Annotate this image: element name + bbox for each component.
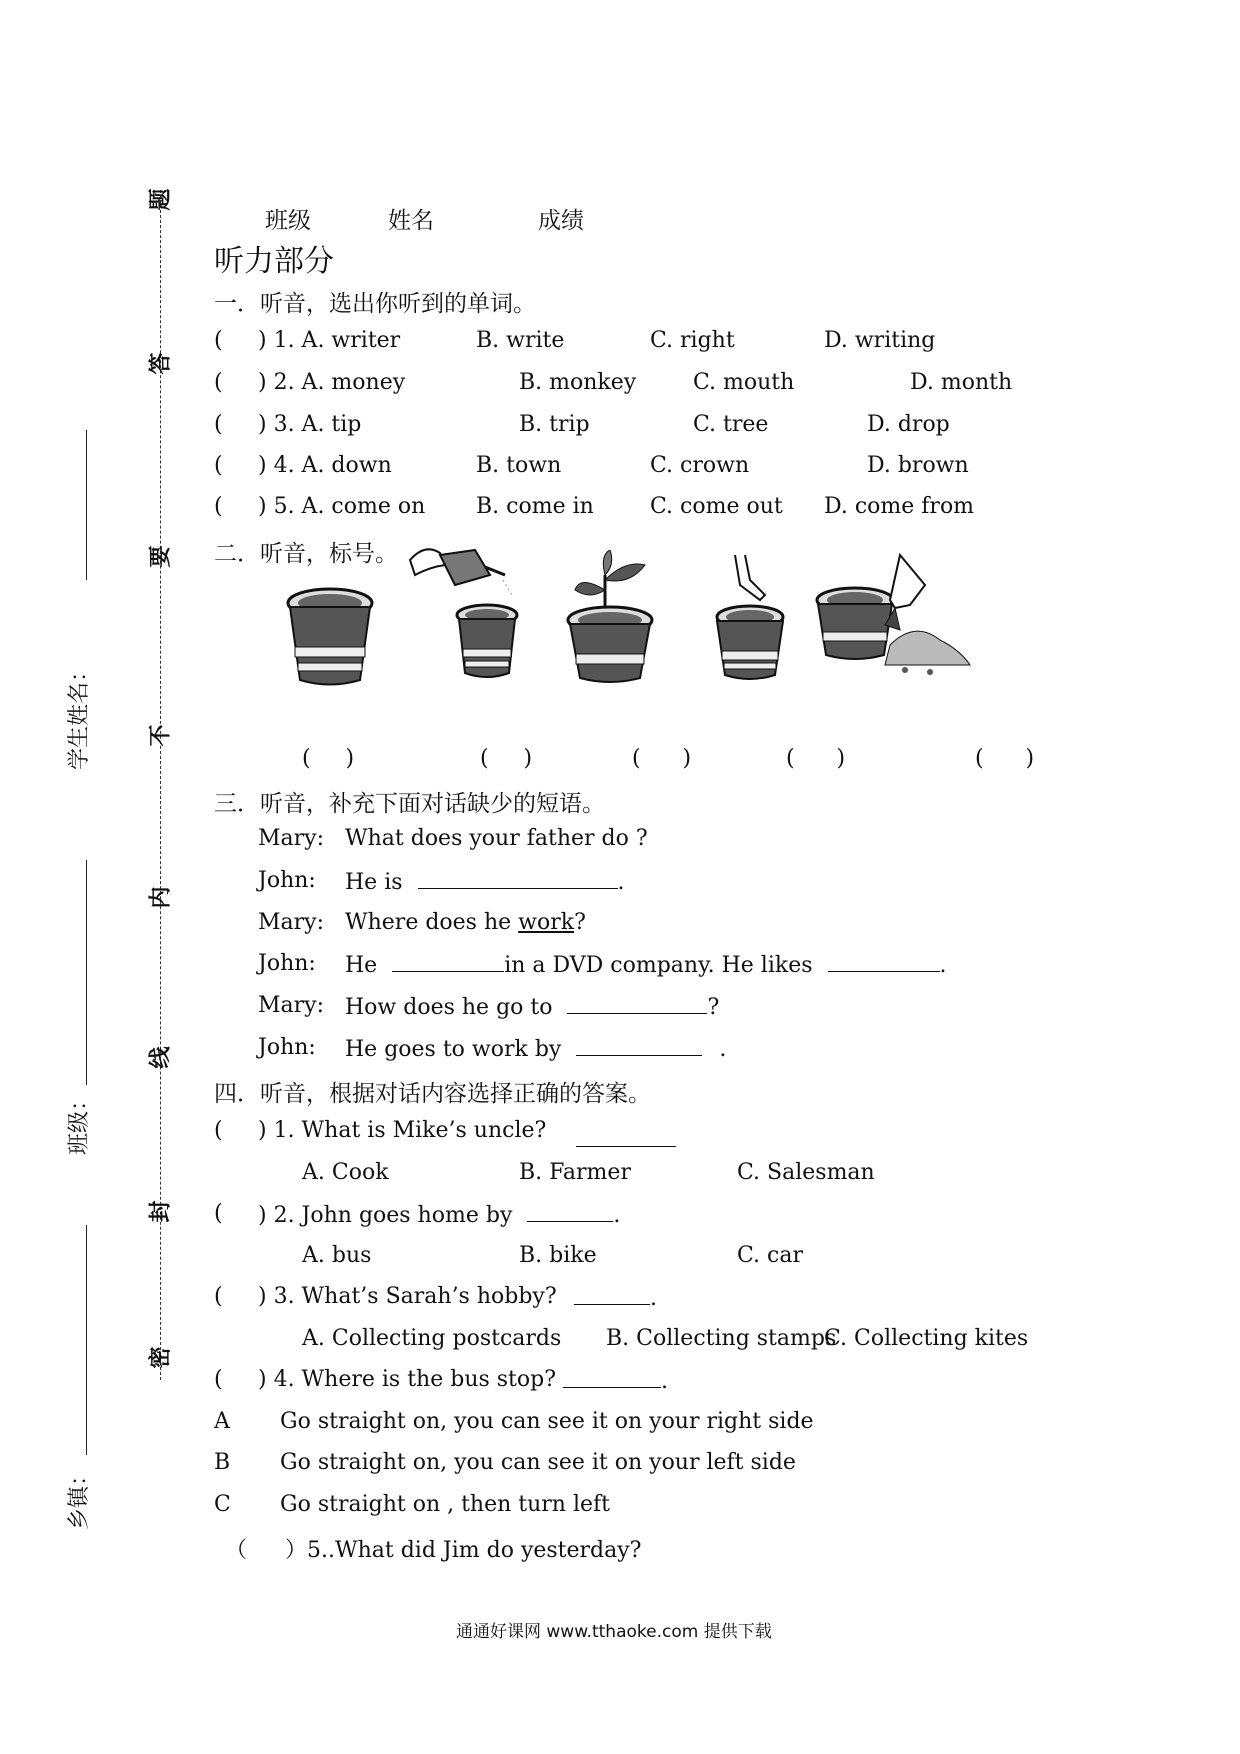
fill-blank[interactable] — [576, 1035, 702, 1056]
question-option-b: B. write — [476, 328, 565, 353]
option: B. Farmer — [519, 1160, 631, 1185]
planting-seed-illustration — [705, 555, 795, 685]
speaker: Mary: — [258, 826, 324, 851]
question-option-d: D. brown — [867, 453, 969, 478]
fill-blank[interactable] — [418, 868, 618, 889]
question-option-b: B. come in — [476, 494, 594, 519]
label-paren[interactable]: ( ) — [480, 746, 533, 771]
dialogue-text: ? — [574, 910, 586, 935]
flowerpot-with-soil-illustration — [280, 585, 380, 690]
town-label: 乡镇： — [67, 1463, 92, 1530]
option: Go straight on, you can see it on your left side — [280, 1450, 796, 1475]
seal-char: 题 — [148, 188, 174, 211]
answer-paren[interactable]: ( — [214, 1201, 223, 1226]
dialogue-line — [345, 951, 947, 978]
seal-char: 线 — [148, 1046, 174, 1069]
town-line — [86, 1225, 87, 1455]
option: A. bus — [302, 1243, 372, 1268]
dialogue-text: He — [345, 953, 378, 978]
dialogue-text: . — [939, 953, 947, 978]
seal-char: 内 — [148, 886, 174, 909]
question-option-b: B. trip — [519, 412, 590, 437]
section-title: 听力部分 — [214, 244, 334, 279]
seal-char: 封 — [148, 1200, 174, 1223]
question-text: ）5..What did Jim do yesterday? — [285, 1538, 642, 1563]
pot-with-plant-illustration — [560, 550, 670, 685]
option: B. Collecting stamps — [606, 1326, 837, 1351]
dialogue-line — [345, 910, 586, 935]
seal-char: 不 — [148, 724, 174, 747]
class-label: 班级 — [265, 208, 311, 234]
speaker: Mary: — [258, 993, 324, 1018]
student-name-line — [86, 430, 87, 580]
dialogue-line — [345, 868, 625, 895]
dialogue-text: Where does he — [345, 910, 512, 935]
dialogue-text: What does your father do ? — [345, 826, 648, 851]
dialogue-text: . — [719, 1037, 727, 1062]
question-option-c: C. come out — [650, 494, 783, 519]
question-option-c: C. right — [650, 328, 735, 353]
filling-soil-illustration — [810, 550, 980, 685]
question-option-a: ) 2. A. money — [258, 370, 406, 395]
question-option-b: B. monkey — [519, 370, 637, 395]
underlined-word: work — [518, 910, 575, 935]
dialogue-line — [345, 993, 719, 1020]
question-text: ) 4. Where is the bus stop? — [258, 1367, 557, 1392]
student-name-label: 学生姓名： — [67, 659, 92, 770]
question-option-d: D. drop — [867, 412, 950, 437]
name-label: 姓名 — [388, 208, 434, 234]
option: A. Collecting postcards — [302, 1326, 562, 1351]
answer-paren[interactable]: ( — [214, 1118, 223, 1143]
label-paren[interactable]: ( ) — [975, 746, 1035, 771]
question-option-c: C. mouth — [693, 370, 795, 395]
question-option-a: ) 5. A. come on — [258, 494, 426, 519]
punctuation: . — [613, 1203, 621, 1228]
answer-line — [574, 1284, 657, 1311]
label-paren[interactable]: ( ) — [786, 746, 846, 771]
class-line — [86, 860, 87, 1085]
answer-paren[interactable]: ( — [214, 494, 223, 519]
part2-heading: 二．听音，标号。 — [214, 541, 398, 567]
seal-char: 要 — [148, 545, 174, 568]
answer-paren[interactable]: ( — [214, 370, 223, 395]
option: C. Collecting kites — [824, 1326, 1029, 1351]
fill-blank[interactable] — [828, 951, 940, 972]
option: Go straight on , then turn left — [280, 1492, 611, 1517]
dialogue-line — [345, 1035, 726, 1062]
answer-blank[interactable] — [574, 1284, 650, 1305]
option: Go straight on, you can see it on your right side — [280, 1409, 814, 1434]
answer-blank[interactable] — [576, 1126, 676, 1151]
footer-text: 通通好课网 www.tthaoke.com 提供下载 — [456, 1622, 772, 1642]
option: C. car — [737, 1243, 803, 1268]
answer-blank[interactable] — [527, 1201, 613, 1222]
option-letter: A — [214, 1409, 230, 1434]
label-paren[interactable]: ( ) — [632, 746, 692, 771]
speaker: John: — [258, 1035, 316, 1060]
answer-blank[interactable] — [563, 1367, 661, 1388]
option: C. Salesman — [737, 1160, 875, 1185]
dialogue-text: in a DVD company. He likes — [504, 953, 813, 978]
watering-pot-illustration — [405, 545, 535, 685]
fill-blank[interactable] — [392, 951, 504, 972]
question-option-a: ) 4. A. down — [258, 453, 392, 478]
question-option-a: ) 3. A. tip — [258, 412, 362, 437]
answer-paren[interactable]: （ — [225, 1538, 248, 1563]
dialogue-text: How does he go to — [345, 995, 553, 1020]
question-option-c: C. crown — [650, 453, 750, 478]
question-line — [258, 1201, 620, 1228]
question-option-d: D. come from — [824, 494, 975, 519]
option-letter: C — [214, 1492, 231, 1517]
dialogue-text: ? — [707, 995, 720, 1020]
fill-blank[interactable] — [567, 993, 707, 1014]
question-option-d: D. writing — [824, 328, 936, 353]
punctuation: . — [650, 1286, 657, 1311]
answer-paren[interactable]: ( — [214, 453, 223, 478]
part4-heading: 四．听音，根据对话内容选择正确的答案。 — [214, 1081, 651, 1107]
part1-heading: 一．听音，选出你听到的单词。 — [214, 291, 536, 317]
dialogue-text: He is — [345, 870, 403, 895]
question-option-a: ) 1. A. writer — [258, 328, 401, 353]
question-text: ) 3. What’s Sarah’s hobby? — [258, 1284, 557, 1309]
answer-paren[interactable]: ( — [214, 412, 223, 437]
speaker: John: — [258, 868, 316, 893]
seal-char: 密 — [148, 1346, 174, 1369]
speaker: Mary: — [258, 910, 324, 935]
answer-line — [563, 1367, 668, 1394]
dialogue-text: . — [617, 870, 625, 895]
question-option-c: C. tree — [693, 412, 769, 437]
dialogue-text: He goes to work by — [345, 1037, 562, 1062]
question-option-b: B. town — [476, 453, 562, 478]
option-letter: B — [214, 1450, 231, 1475]
seal-char: 答 — [148, 352, 174, 375]
answer-paren[interactable]: ( — [214, 1367, 223, 1392]
option: A. Cook — [302, 1160, 389, 1185]
option: B. bike — [519, 1243, 597, 1268]
answer-paren[interactable]: ( — [214, 328, 223, 353]
part3-heading: 三．听音，补充下面对话缺少的短语。 — [214, 791, 605, 817]
score-label: 成绩 — [538, 208, 584, 234]
answer-paren[interactable]: ( — [214, 1284, 223, 1309]
question-text: ) 2. John goes home by — [258, 1203, 513, 1228]
question-option-d: D. month — [910, 370, 1013, 395]
class-label: 班级： — [67, 1088, 92, 1155]
question-text: ) 1. What is Mike’s uncle? — [258, 1118, 547, 1143]
speaker: John: — [258, 951, 316, 976]
punctuation: . — [661, 1369, 668, 1394]
label-paren[interactable]: ( ) — [302, 746, 355, 771]
